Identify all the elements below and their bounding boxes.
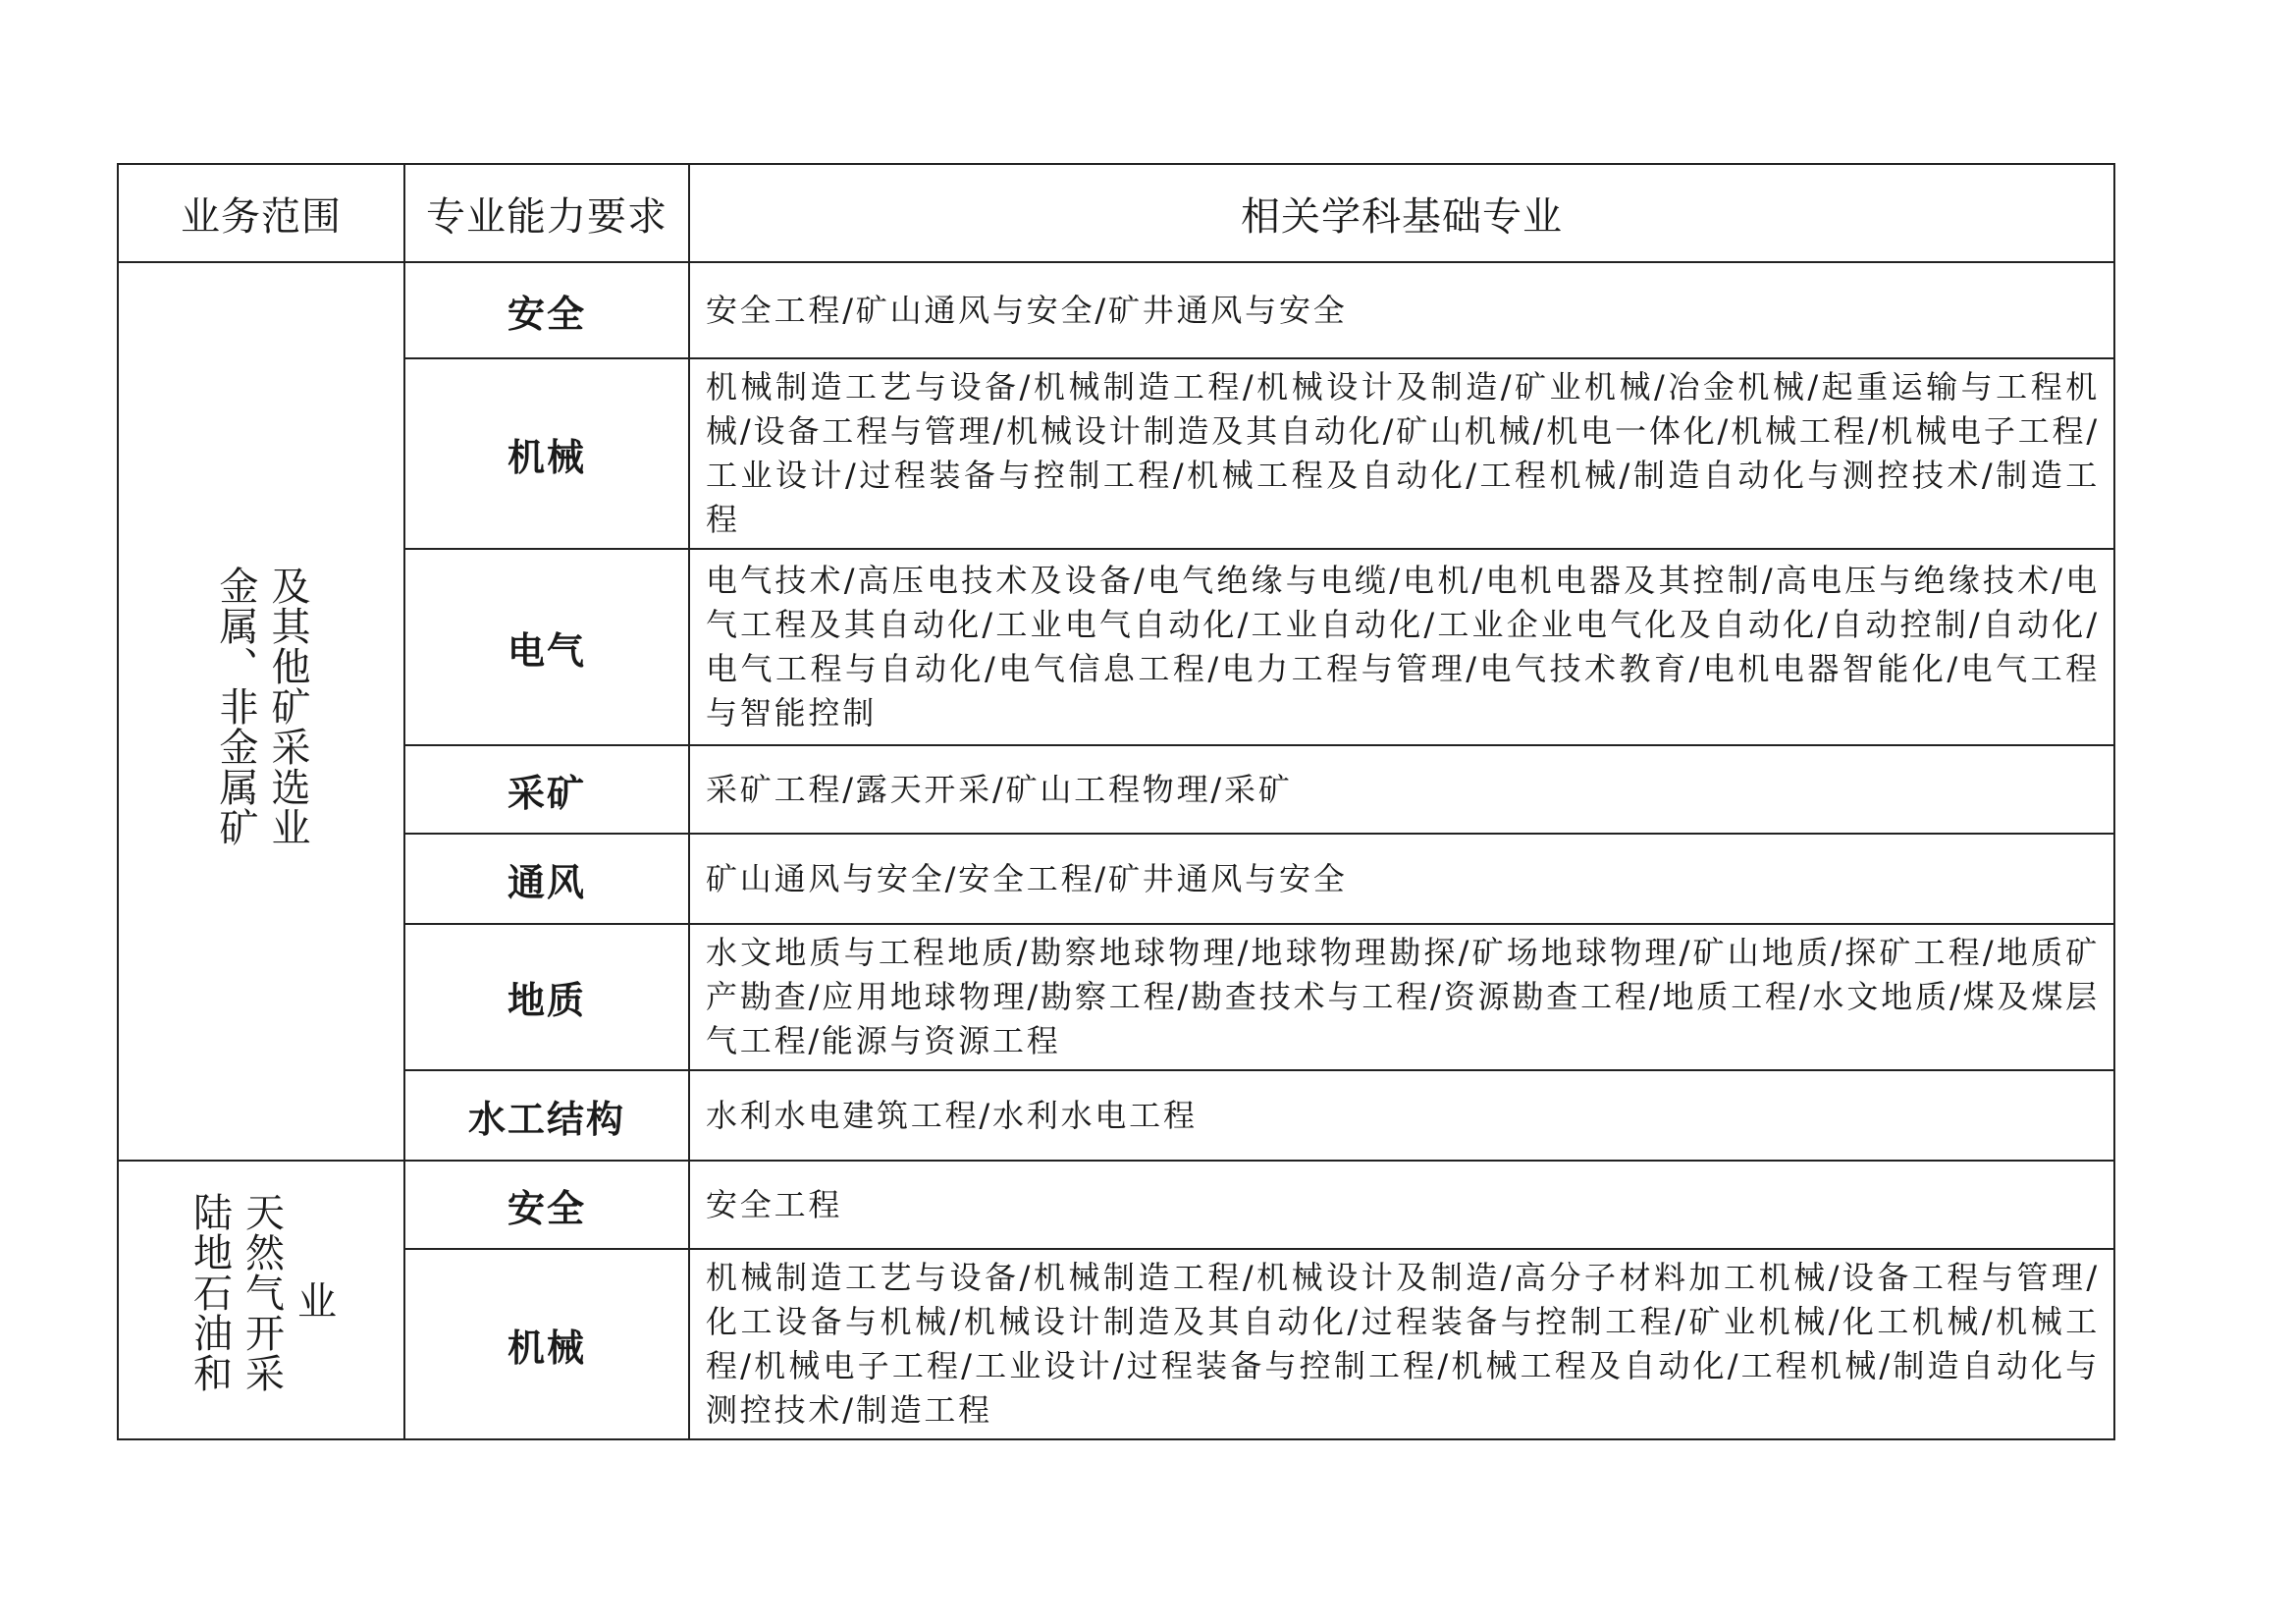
table-row [118, 1249, 2114, 1439]
majors-cell: 采矿工程/露天开采/矿山工程物理/采矿 [689, 745, 2114, 834]
business-scope-line: 业 [291, 1279, 337, 1321]
header-scope: 业务范围 [118, 164, 404, 262]
header-requirement: 专业能力要求 [404, 164, 689, 262]
table-row [118, 1070, 2114, 1161]
business-scope-line: 金属、非金属矿 [213, 566, 258, 847]
requirement-cell: 机械 [404, 358, 689, 549]
business-scope-cell [118, 262, 404, 1161]
business-scope-label [213, 566, 309, 847]
majors-cell: 机械制造工艺与设备/机械制造工程/机械设计及制造/矿业机械/冶金机械/起重运输与工程机械/设备工程与管理/机械设计制造及其自动化/矿山机械/机电一体化/机械工程/机械电子工程/工业设计/过程装备与控制工程/机械工程及自动化/工程机械/制造自动化与测控技术/制造工程 [689, 358, 2114, 549]
header-majors: 相关学科基础专业 [689, 164, 2114, 262]
requirement-cell: 安全 [404, 1161, 689, 1249]
table-row [118, 834, 2114, 924]
requirement-cell: 安全 [404, 262, 689, 358]
table-header-row [118, 164, 2114, 262]
business-scope-label [187, 1192, 336, 1393]
requirement-cell: 水工结构 [404, 1070, 689, 1161]
requirement-cell: 采矿 [404, 745, 689, 834]
table-row [118, 924, 2114, 1070]
majors-cell: 安全工程 [689, 1161, 2114, 1249]
table-row [118, 1161, 2114, 1249]
business-scope-line: 及其他矿采选业 [265, 566, 310, 847]
majors-cell: 机械制造工艺与设备/机械制造工程/机械设计及制造/高分子材料加工机械/设备工程与管理/化工设备与机械/机械设计制造及其自动化/过程装备与控制工程/矿业机械/化工机械/机械工程/机械电子工程/工业设计/过程装备与控制工程/机械工程及自动化/工程机械/制造自动化与测控技术/制造工程 [689, 1249, 2114, 1439]
table-row [118, 358, 2114, 549]
requirement-cell: 电气 [404, 549, 689, 745]
business-scope-line: 天然气开采 [239, 1191, 285, 1393]
table-row [118, 549, 2114, 745]
majors-cell: 安全工程/矿山通风与安全/矿井通风与安全 [689, 262, 2114, 358]
requirement-cell: 地质 [404, 924, 689, 1070]
requirement-cell: 通风 [404, 834, 689, 924]
table-row [118, 745, 2114, 834]
business-scope-line: 陆地石油和 [187, 1191, 233, 1393]
majors-cell: 水利水电建筑工程/水利水电工程 [689, 1070, 2114, 1161]
business-scope-cell [118, 1161, 404, 1439]
majors-cell: 矿山通风与安全/安全工程/矿井通风与安全 [689, 834, 2114, 924]
majors-cell: 电气技术/高压电技术及设备/电气绝缘与电缆/电机/电机电器及其控制/高电压与绝缘技术/电气工程及其自动化/工业电气自动化/工业自动化/工业企业电气化及自动化/自动控制/自动化/电气工程与自动化/电气信息工程/电力工程与管理/电气技术教育/电机电器智能化/电气工程与智能控制 [689, 549, 2114, 745]
requirement-cell: 机械 [404, 1249, 689, 1439]
table-row [118, 262, 2114, 358]
majors-cell: 水文地质与工程地质/勘察地球物理/地球物理勘探/矿场地球物理/矿山地质/探矿工程/地质矿产勘查/应用地球物理/勘察工程/勘查技术与工程/资源勘查工程/地质工程/水文地质/煤及煤层气工程/能源与资源工程 [689, 924, 2114, 1070]
specialty-requirements-table [117, 163, 2115, 1440]
